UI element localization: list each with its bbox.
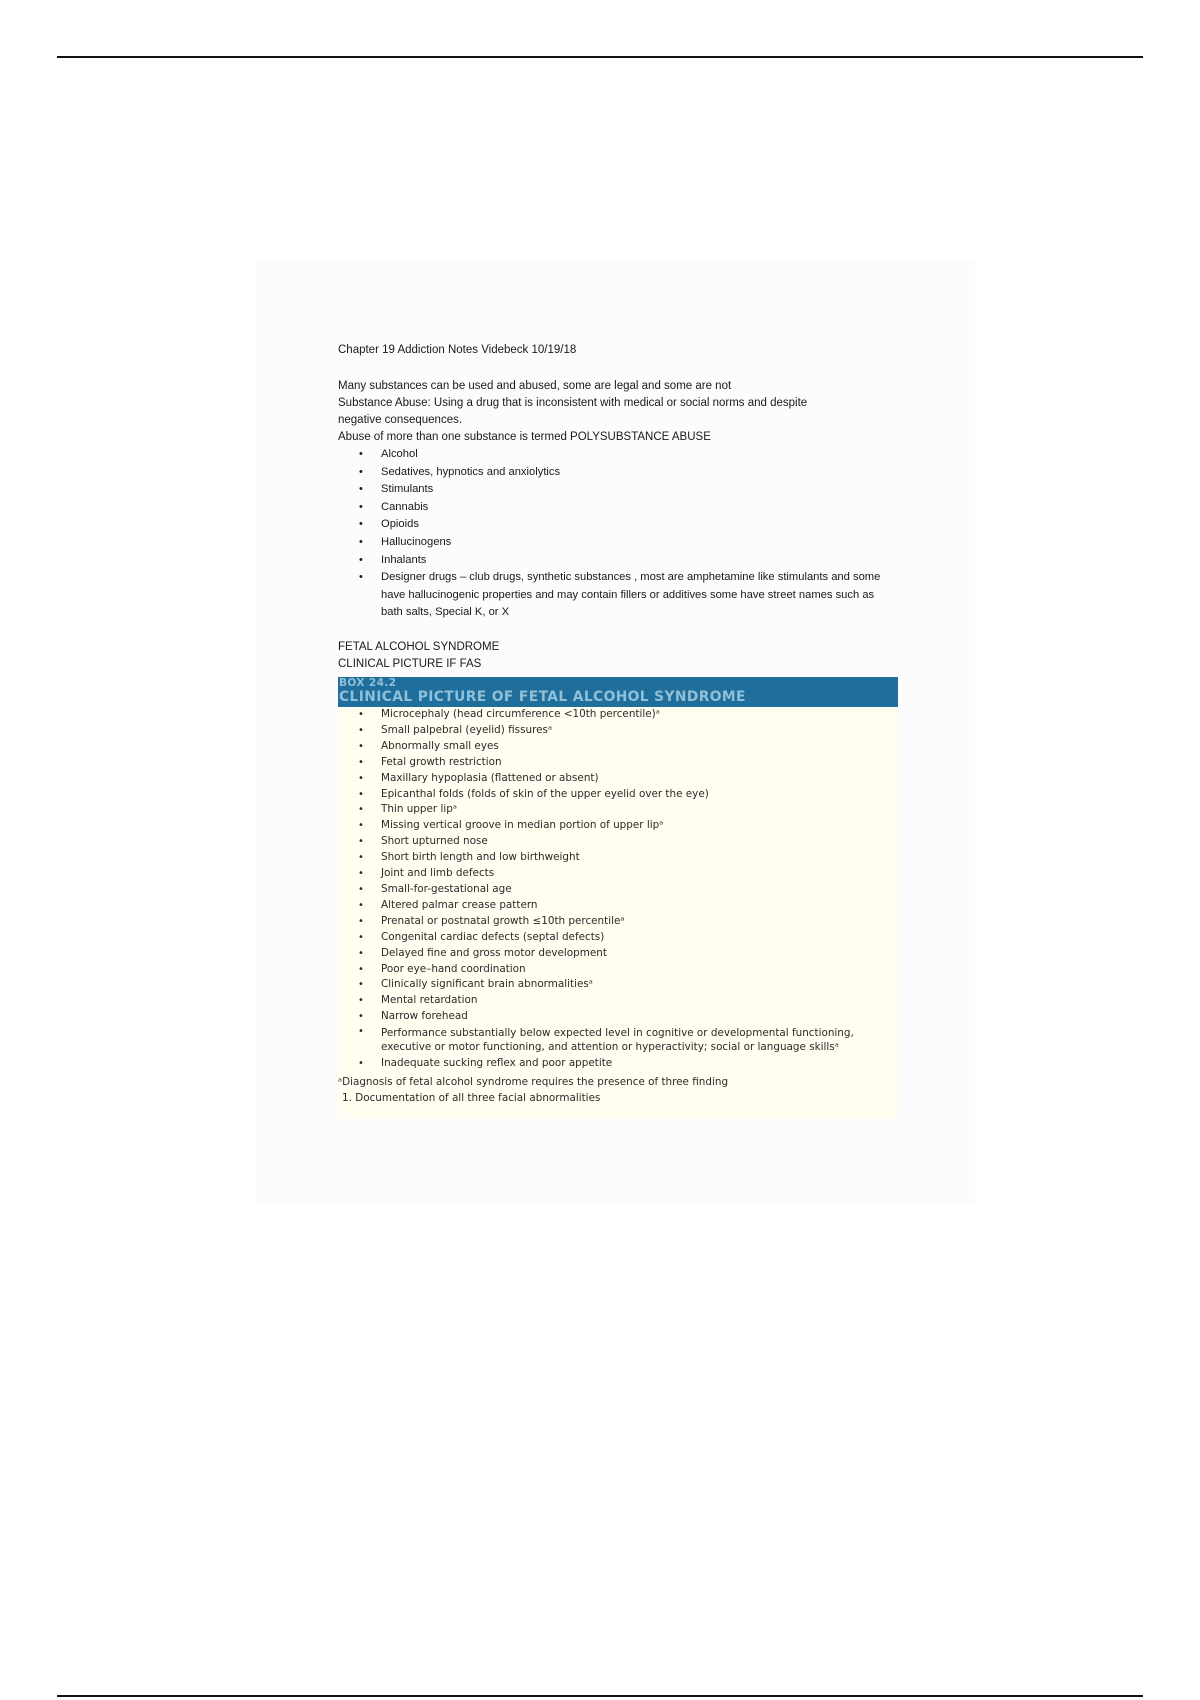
box-label: BOX 24.2 — [339, 677, 397, 689]
intro-line: Many substances can be used and abused, some are legal and some are not — [338, 380, 732, 392]
fas-findings-list — [338, 707, 898, 1072]
list-item: • Clinically significant brain abnormalitiesᵃ — [338, 977, 898, 993]
list-item: • Delayed fine and gross motor development — [338, 946, 898, 962]
list-item: • Epicanthal folds (folds of skin of the upper eyelid over the eye) — [338, 787, 898, 803]
list-item: • Fetal growth restriction — [338, 755, 898, 771]
list-item: • Alcohol — [338, 446, 898, 464]
list-item: • Joint and limb defects — [338, 866, 898, 882]
list-item: • Stimulants — [338, 481, 898, 499]
list-item: • Microcephaly (head circumference <10th percentile)ᵃ — [338, 707, 898, 723]
list-item: • Hallucinogens — [338, 534, 898, 552]
list-item: • Congenital cardiac defects (septal defects) — [338, 930, 898, 946]
intro-line: Substance Abuse: Using a drug that is inconsistent with medical or social norms and despite — [338, 397, 808, 409]
list-item: • Abnormally small eyes — [338, 739, 898, 755]
list-item: • Short upturned nose — [338, 834, 898, 850]
list-item: • Prenatal or postnatal growth ≤10th percentileᵃ — [338, 914, 898, 930]
footnote: ᵃDiagnosis of fetal alcohol syndrome requires the presence of three finding — [338, 1076, 729, 1089]
list-item: • Thin upper lipᵃ — [338, 802, 898, 818]
intro-line: negative consequences. — [338, 414, 463, 426]
list-item: • Sedatives, hypnotics and anxiolytics — [338, 464, 898, 482]
list-item: • Inhalants — [338, 552, 898, 570]
substance-list — [338, 446, 898, 622]
list-item: • Cannabis — [338, 499, 898, 517]
list-item: • Performance substantially below expected level in cognitive or developmental functioning, executive or motor functioning, and attention or hyperactivity; social or language skillsᵃ — [338, 1025, 898, 1056]
section-heading: FETAL ALCOHOL SYNDROME — [338, 640, 500, 653]
list-item: • Opioids — [338, 516, 898, 534]
list-item: • Designer drugs – club drugs, synthetic substances , most are amphetamine like stimulants and some have hallucinogenic properties and may contain fillers or additives some have street names such as bath salts, Special K, or X — [338, 569, 898, 622]
bottom-rule — [57, 1695, 1143, 1697]
list-item: • Maxillary hypoplasia (flattened or absent) — [338, 771, 898, 787]
list-item: • Small-for-gestational age — [338, 882, 898, 898]
box-footnote-block — [338, 1074, 898, 1106]
list-item: • Missing vertical groove in median portion of upper lipᵃ — [338, 818, 898, 834]
box-title: CLINICAL PICTURE OF FETAL ALCOHOL SYNDROME — [339, 689, 746, 705]
intro-line: Abuse of more than one substance is termed POLYSUBSTANCE ABUSE — [338, 431, 711, 443]
list-item: • Mental retardation — [338, 993, 898, 1009]
list-item: • Inadequate sucking reflex and poor appetite — [338, 1056, 898, 1072]
box-header — [338, 677, 898, 707]
list-item: • Short birth length and low birthweight — [338, 850, 898, 866]
list-item: • Altered palmar crease pattern — [338, 898, 898, 914]
clinical-picture-box — [338, 677, 898, 1119]
list-item: • Narrow forehead — [338, 1009, 898, 1025]
top-rule — [57, 56, 1143, 58]
list-item: • Poor eye–hand coordination — [338, 962, 898, 978]
list-item: • Small palpebral (eyelid) fissuresᵃ — [338, 723, 898, 739]
document-body — [338, 342, 898, 673]
section-subheading: CLINICAL PICTURE IF FAS — [338, 657, 482, 670]
document-title: Chapter 19 Addiction Notes Videbeck 10/19/18 — [338, 344, 577, 356]
numbered-item: 1. Documentation of all three facial abnormalities — [342, 1092, 601, 1105]
